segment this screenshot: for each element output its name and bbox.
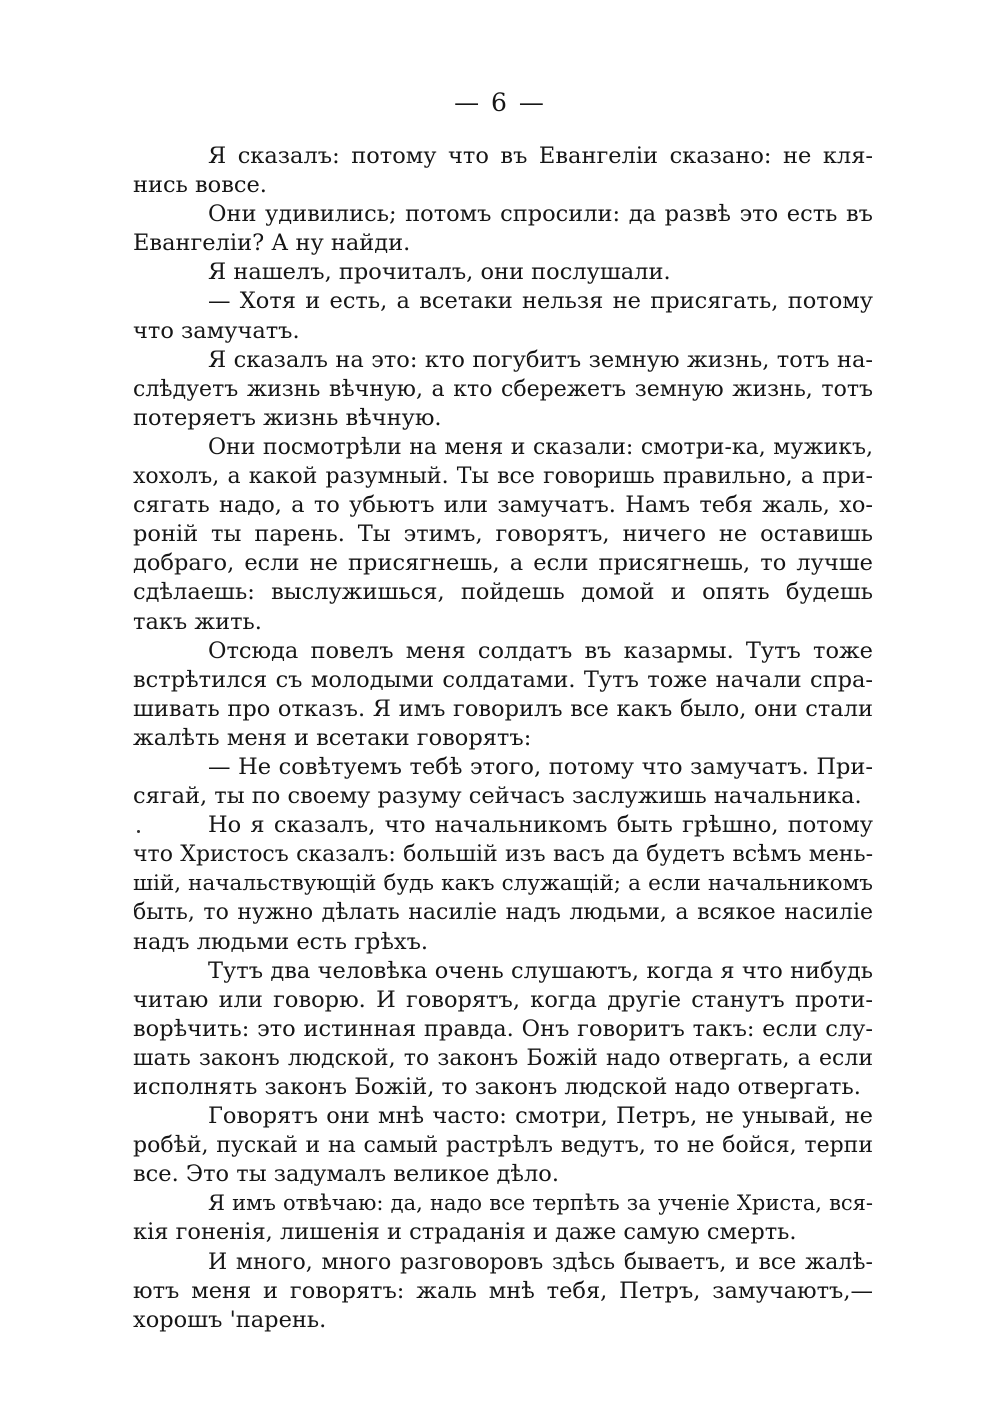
text-line: такъ жить. [133, 608, 262, 635]
text-line: Но я сказалъ, что начальникомъ быть грѣшно, потому [208, 812, 873, 839]
text-line: потеряетъ жизнь вѣчную. [133, 404, 442, 431]
text-line: что замучатъ. [133, 317, 300, 344]
text-line: ютъ меня и говорятъ: жаль мнѣ тебя, Петръ, замучаютъ,— [133, 1277, 873, 1304]
text-line: Я нашелъ, прочиталъ, они послушали. [208, 259, 671, 286]
text-line: Отсюда повелъ меня солдатъ въ казармы. Тутъ тоже [208, 637, 873, 664]
text-line: роній ты парень. Ты этимъ, говорятъ, ничего не оставишь [133, 521, 873, 548]
text-line: Я сказалъ: потому что въ Евангеліи сказано: не кля- [208, 143, 873, 169]
text-line: кія гоненія, лишенія и страданія и даже самую смерть. [133, 1219, 797, 1246]
page-number: — 6 — [454, 88, 546, 117]
text-line: быть, то нужно дѣлать насиліе надъ людьми, а всякое насиліе [133, 900, 873, 926]
text-line: нись вовсе. [133, 172, 267, 199]
text-line: жалѣть меня и всетаки говорятъ: [133, 724, 532, 751]
text-line: — Хотя и есть, а всетаки нельзя не присягать, потому [208, 288, 873, 315]
text-line: надъ людьми есть грѣхъ. [133, 928, 429, 955]
text-line: исполнять законъ Божій, то законъ людской надо отвергать. [133, 1074, 861, 1100]
text-line: Они посмотрѣли на меня и сказали: смотри-ка, мужикъ, [208, 434, 873, 460]
text-line: Они удивились; потомъ спросили: да развѣ это есть въ [208, 201, 873, 228]
text-line: ворѣчить: это истинная правда. Онъ говоритъ такъ: если слу- [133, 1015, 873, 1042]
body-text [133, 142, 873, 1335]
text-line: Евангеліи? А ну найди. [133, 230, 411, 257]
text-line: добраго, если не присягнешь, а если присягнешь, то лучше [133, 550, 873, 577]
text-line: встрѣтился съ молодыми солдатами. Тутъ тоже начали спра- [133, 666, 873, 693]
text-line: слѣдуетъ жизнь вѣчную, а кто сбережетъ земную жизнь, тотъ [133, 376, 873, 402]
text-line: хохолъ, а какой разумный. Ты все говоришь правильно, а при- [133, 464, 873, 490]
text-line: шивать про отказъ. Я имъ говорилъ все какъ было, они стали [133, 695, 873, 722]
text-line: что Христосъ сказалъ: большій изъ васъ да будетъ всѣмъ мень- [133, 842, 873, 868]
text-line: шать законъ людской, то законъ Божій надо отвергать, а если [133, 1045, 873, 1071]
text-line: Тутъ два человѣка очень слушаютъ, когда я что нибудь [208, 957, 873, 984]
text-line: сягай, ты по своему разуму сейчасъ заслужишь начальника. [133, 783, 862, 810]
text-line: И много, много разговоровъ здѣсь бываетъ, и все жалѣ- [208, 1249, 873, 1275]
text-line: Я сказалъ на это: кто погубитъ земную жизнь, тотъ на- [208, 346, 873, 373]
text-line: Я имъ отвѣчаю: да, надо все терпѣть за ученіе Христа, вся- [208, 1191, 873, 1216]
text-line: сдѣлаешь: выслужишься, пойдешь домой и опять будешь [133, 579, 873, 606]
text-line: — Не совѣтуемъ тебѣ этого, потому что замучатъ. При- [208, 753, 873, 780]
text-line: читаю или говорю. И говорятъ, когда другіе станутъ проти- [133, 986, 873, 1013]
text-line: шій, начальствующій будь какъ служащій; а если начальникомъ [133, 871, 873, 897]
text-line: сягать надо, а то убьютъ или замучатъ. Намъ тебя жаль, хо- [133, 492, 873, 519]
text-line: хорошъ 'парень. [133, 1306, 327, 1333]
text-line: все. Это ты задумалъ великое дѣло. [133, 1161, 559, 1188]
text-line: Говорятъ они мнѣ часто: смотри, Петръ, не унывай, не [208, 1103, 873, 1130]
text-line: робѣй, пускай и на самый растрѣлъ ведутъ, то не бойся, терпи [133, 1133, 873, 1159]
